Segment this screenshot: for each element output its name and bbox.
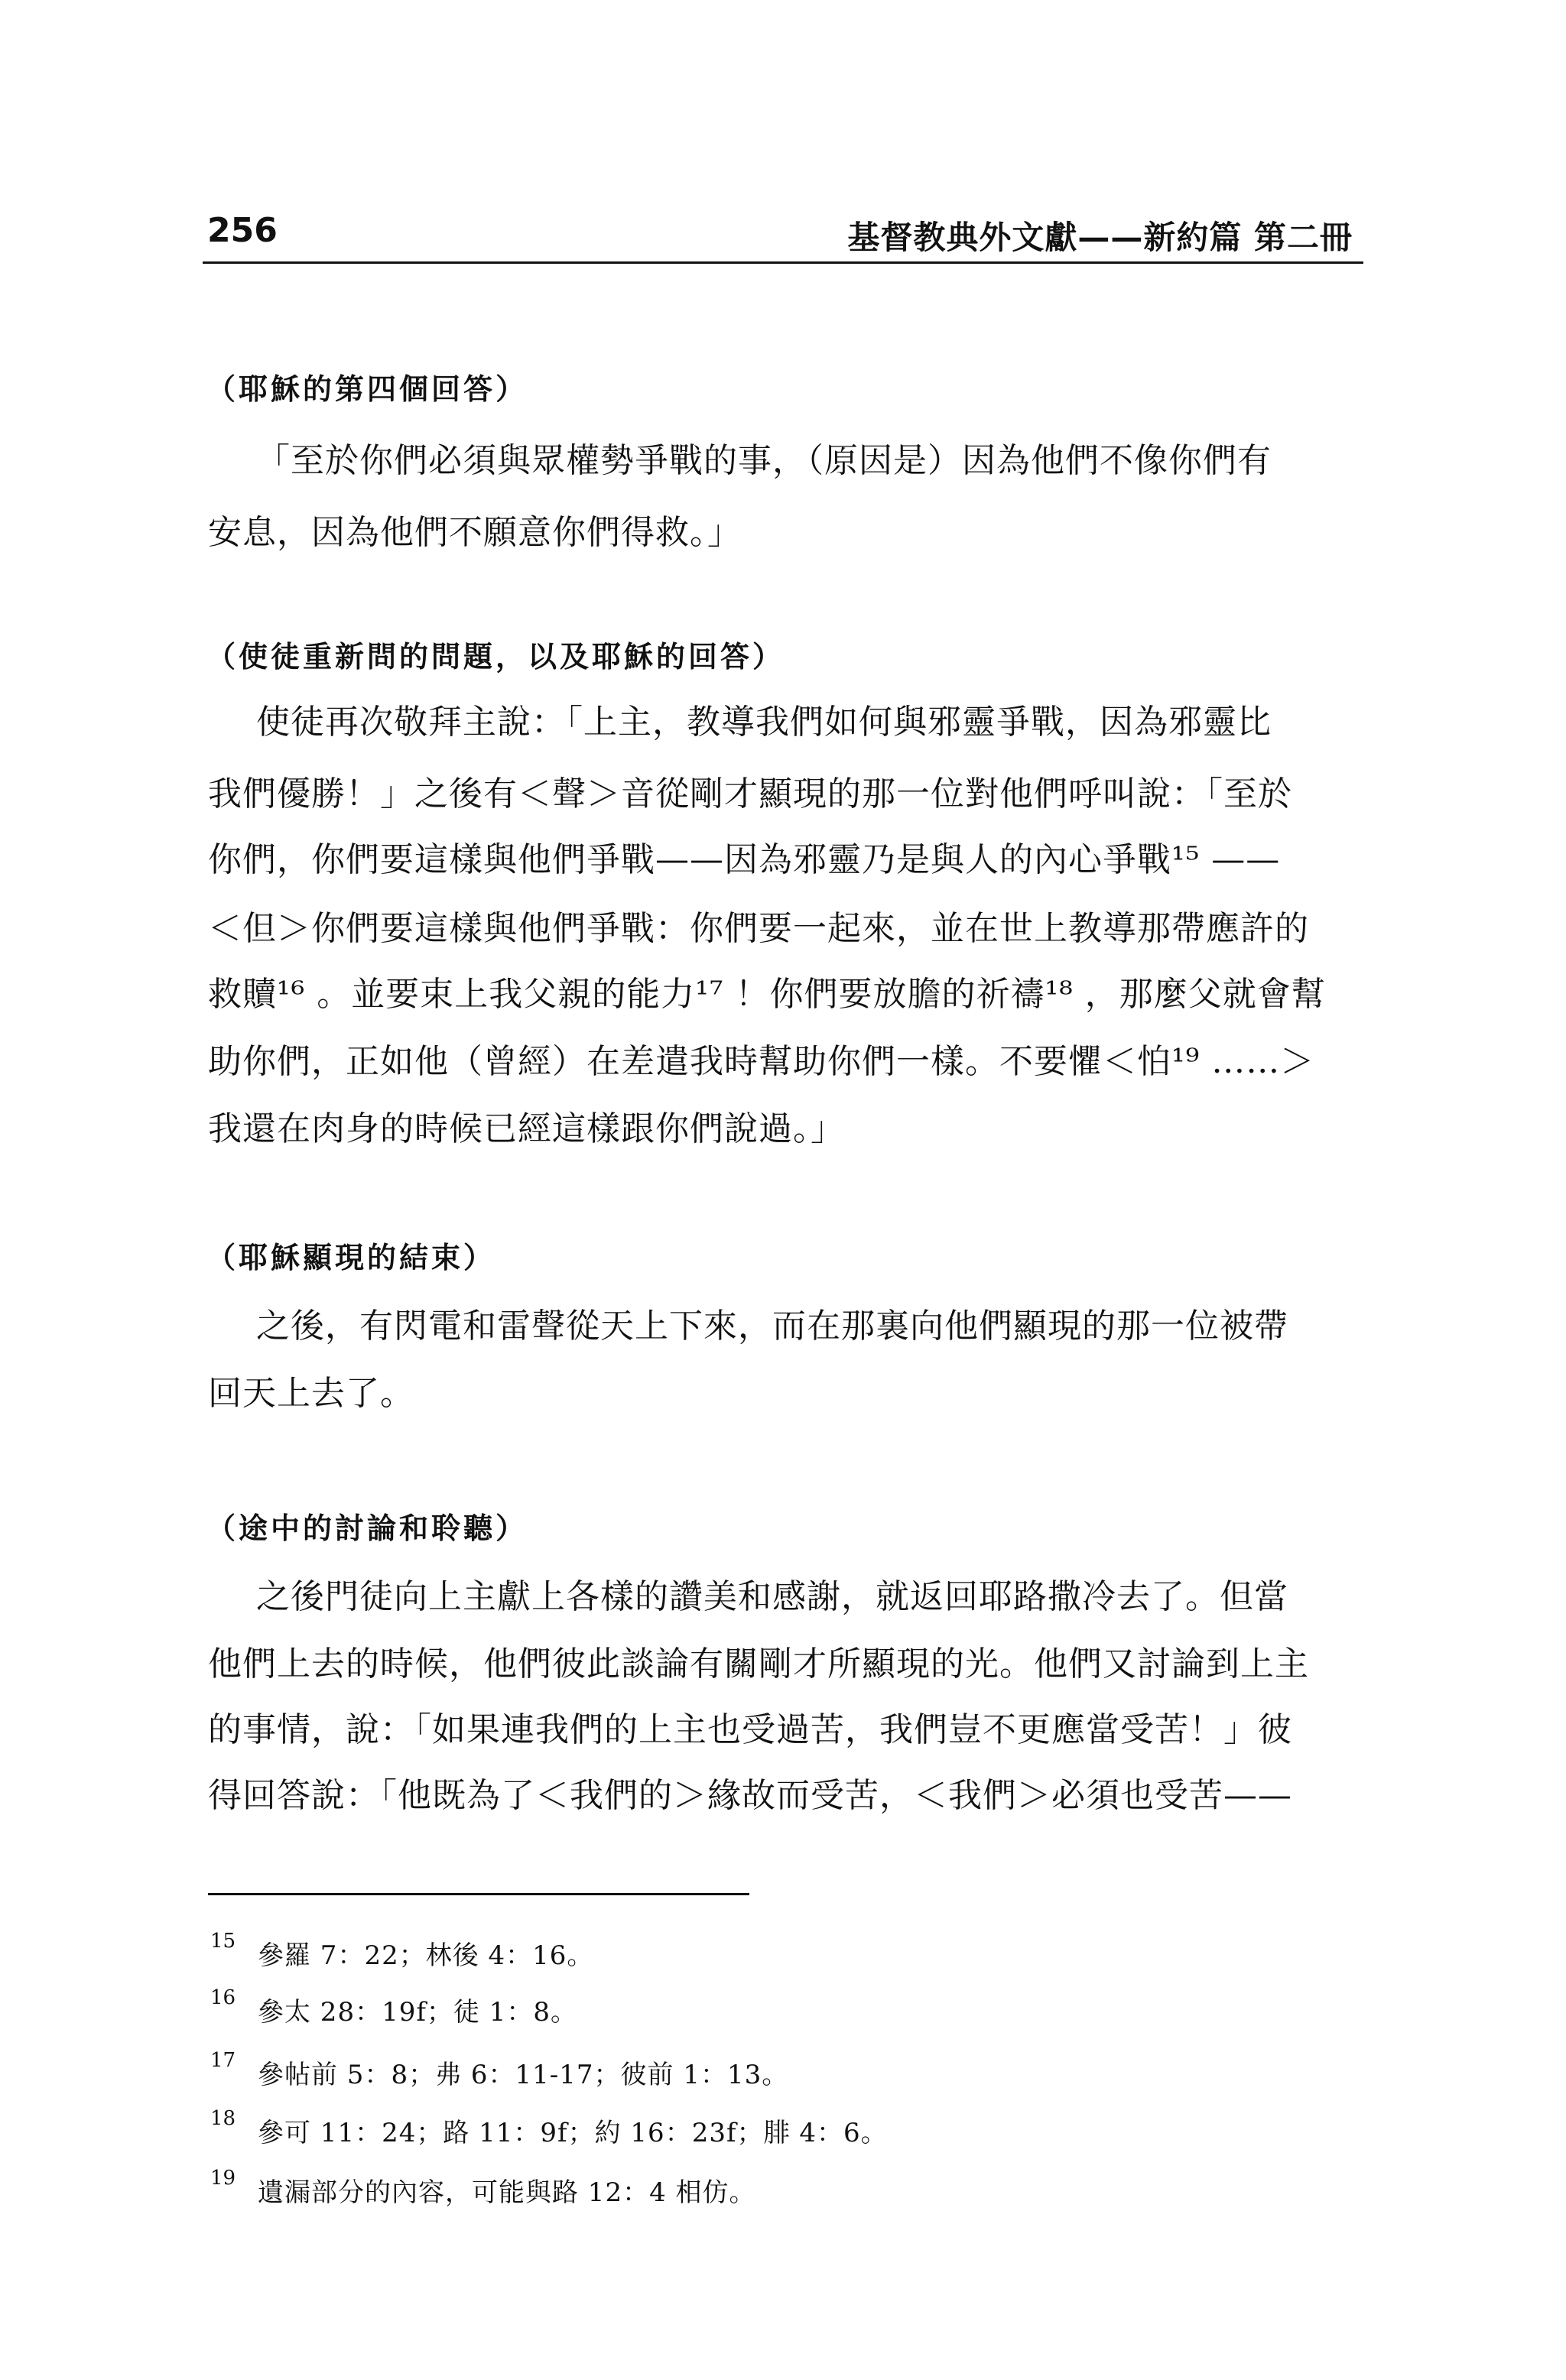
paragraph-line: 的事情，說：「如果連我們的上主也受過苦，我們豈不更應當受苦！」彼 (208, 1710, 1292, 1749)
paragraph-line: 助你們，正如他（曾經）在差遣我時幫助你們一樣。不要懼＜怕¹⁹ ……＞ (208, 1042, 1315, 1081)
section-heading: （耶穌的第四個回答） (206, 372, 528, 406)
paragraph-line: 他們上去的時候，他們彼此談論有關剛才所顯現的光。他們又討論到上主 (208, 1645, 1309, 1684)
paragraph-line: 我還在肉身的時候已經這樣跟你們說過。」 (208, 1109, 845, 1148)
footnote-number: 16 (210, 1986, 236, 2009)
running-title: 基督教典外文獻——新約篇 第二冊 (847, 219, 1353, 256)
footnote-text: 參帖前 5：8；弗 6：11-17；彼前 1：13。 (258, 2060, 789, 2090)
paragraph-line: 使徒再次敬拜主說：「上主，教導我們如何與邪靈爭戰，因為邪靈比 (256, 703, 1272, 742)
footnote-rule (208, 1893, 749, 1895)
paragraph-line: 「至於你們必須與眾權勢爭戰的事，（原因是）因為他們不像你們有 (256, 441, 1272, 480)
running-header (203, 206, 1363, 264)
footnote-number: 19 (210, 2167, 236, 2190)
paragraph-line: 安息，因為他們不願意你們得救。」 (208, 513, 742, 552)
footnote-text: 參可 11：24；路 11：9f；約 16：23f；腓 4：6。 (258, 2118, 888, 2148)
footnote-number: 18 (210, 2107, 236, 2130)
footnote-text: 參太 28：19f；徒 1：8。 (258, 1997, 577, 2028)
paragraph-line: 得回答說：「他既為了＜我們的＞緣故而受苦，＜我們＞必須也受苦—— (208, 1776, 1292, 1815)
footnote-number: 15 (210, 1930, 236, 1953)
paragraph-line: 之後門徒向上主獻上各樣的讚美和感謝，就返回耶路撒冷去了。但當 (256, 1577, 1288, 1616)
paragraph-line: 回天上去了。 (208, 1374, 414, 1413)
page-number: 256 (207, 211, 278, 250)
paragraph-line: 救贖¹⁶ 。並要束上我父親的能力¹⁷ ！你們要放膽的祈禱¹⁸ ，那麼父就會幫 (208, 975, 1326, 1014)
footnote-text: 遺漏部分的內容，可能與路 12：4 相仿。 (258, 2177, 756, 2208)
section-heading: （耶穌顯現的結束） (206, 1241, 496, 1274)
paragraph-line: 我們優勝！」之後有＜聲＞音從剛才顯現的那一位對他們呼叫說：「至於 (208, 774, 1292, 813)
paragraph-line: ＜但＞你們要這樣與他們爭戰：你們要一起來，並在世上教導那帶應許的 (208, 909, 1309, 948)
paragraph-line: 之後，有閃電和雷聲從天上下來，而在那裏向他們顯現的那一位被帶 (256, 1307, 1288, 1346)
paragraph-line: 你們，你們要這樣與他們爭戰——因為邪靈乃是與人的內心爭戰¹⁵ —— (208, 840, 1281, 879)
footnote-number: 17 (210, 2049, 236, 2072)
section-heading: （途中的討論和聆聽） (206, 1511, 528, 1545)
section-heading: （使徒重新問的問題，以及耶穌的回答） (206, 640, 785, 674)
footnote-text: 參羅 7：22；林後 4：16。 (258, 1940, 594, 1971)
